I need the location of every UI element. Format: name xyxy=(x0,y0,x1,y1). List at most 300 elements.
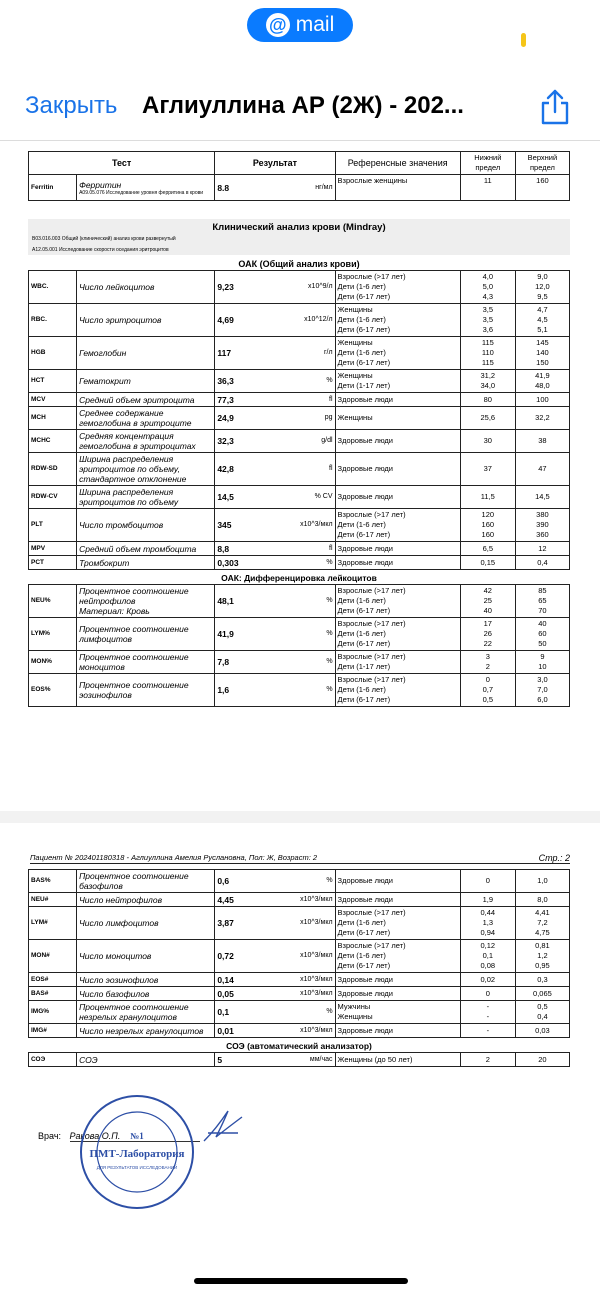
row-test-name xyxy=(77,1001,215,1024)
row-value: 8,8 xyxy=(217,543,230,554)
row-high-line: 48,0 xyxy=(535,381,550,390)
row-low xyxy=(460,407,515,430)
row-high xyxy=(515,907,569,940)
ferritin-code: Ferritin xyxy=(29,175,77,201)
row-value: 117 xyxy=(217,348,232,358)
row-high xyxy=(515,556,569,570)
row-high xyxy=(515,542,569,556)
row-value: 7,8 xyxy=(217,657,230,667)
status-bar xyxy=(0,0,600,62)
row-high xyxy=(515,271,569,304)
row-test-name xyxy=(77,1024,215,1038)
signature-icon xyxy=(198,1103,246,1147)
row-test-name xyxy=(77,271,215,304)
row-result xyxy=(215,542,335,556)
row-low-line: 17 xyxy=(483,619,492,628)
table-row xyxy=(29,651,570,674)
row-test-name-text: Средняя концентрация гемоглобина в эритроцитах xyxy=(79,431,196,451)
row-code: MCV xyxy=(29,393,77,407)
row-unit: % xyxy=(326,1008,333,1015)
row-value: 0,6 xyxy=(217,876,230,886)
row-result xyxy=(215,618,335,651)
section-title: ОАК: Дифференцировка лейкоцитов xyxy=(221,573,377,583)
row-ref-line: Здоровые люди xyxy=(337,1025,393,1035)
row-value: 48,1 xyxy=(217,596,234,606)
row-test-name xyxy=(77,542,215,556)
row-test-name xyxy=(77,870,215,893)
table-row xyxy=(29,1024,570,1038)
row-result xyxy=(215,1053,335,1067)
row-low-line: 4,0 xyxy=(482,272,494,281)
row-unit: % CV xyxy=(314,493,333,500)
table-row xyxy=(29,1053,570,1067)
row-low xyxy=(460,1001,515,1024)
row-code: EOS% xyxy=(29,674,77,707)
section-row xyxy=(29,1038,570,1053)
ferritin-name-text: Ферритин xyxy=(79,179,122,190)
row-ref-line: Дети (1-6 лет) xyxy=(337,629,386,638)
row-high-line: 4,5 xyxy=(537,315,548,324)
row-ref-line: Женщины xyxy=(337,371,373,380)
row-low-line: 0 xyxy=(485,988,490,998)
row-high-line: 100 xyxy=(536,394,549,404)
row-code: RBC. xyxy=(29,304,77,337)
row-result xyxy=(215,987,335,1001)
row-high xyxy=(515,893,569,907)
row-test-name-text: Среднее содержание гемоглобина в эритроците xyxy=(79,408,192,428)
ferritin-high: 160 xyxy=(515,175,569,201)
stamp-text: ПМТ-Лаборатория xyxy=(89,1148,185,1160)
row-high xyxy=(515,1001,569,1024)
row-unit: % xyxy=(326,377,333,384)
row-low-line: 120 xyxy=(481,510,495,519)
page2-table xyxy=(28,869,570,1067)
table-row xyxy=(29,1001,570,1024)
row-code: MON# xyxy=(29,940,77,973)
row-low xyxy=(460,618,515,651)
row-result xyxy=(215,973,335,987)
row-result xyxy=(215,556,335,570)
document-page-2 xyxy=(0,823,600,1297)
row-value: 0,14 xyxy=(217,974,234,985)
row-test-name-text: Число базофилов xyxy=(79,988,150,999)
row-test-name-text: Гематокрит xyxy=(79,376,131,386)
row-low-line: 0,08 xyxy=(480,961,496,970)
row-ref-line: Взрослые (>17 лет) xyxy=(337,510,406,519)
row-ref xyxy=(335,430,460,453)
row-test-name-text: Процентное соотношение моноцитов xyxy=(79,652,189,672)
row-value: 32,3 xyxy=(217,436,234,446)
row-result xyxy=(215,304,335,337)
share-icon[interactable] xyxy=(538,88,572,126)
table-row xyxy=(29,987,570,1001)
row-unit: fl xyxy=(329,465,333,472)
row-value: 0,303 xyxy=(217,557,239,568)
at-sign-icon: @ xyxy=(266,13,290,37)
table-row xyxy=(29,870,570,893)
row-low-line: 30 xyxy=(483,436,492,445)
section-title: Клинический анализ крови (Mindray) xyxy=(212,222,386,233)
row-result xyxy=(215,1024,335,1038)
row-ref-line: Дети (1-6 лет) xyxy=(337,685,386,694)
close-button[interactable]: Закрыть xyxy=(25,92,118,119)
row-high xyxy=(515,509,569,542)
row-unit: x10^3/мкл xyxy=(300,919,333,926)
row-high-line: 47 xyxy=(538,464,547,473)
row-high xyxy=(515,987,569,1001)
row-low-line: 25,6 xyxy=(480,413,496,422)
table-row xyxy=(29,973,570,987)
row-value: 0,05 xyxy=(217,988,234,999)
section-title: СОЭ (автоматический анализатор) xyxy=(226,1041,372,1051)
row-low xyxy=(460,304,515,337)
row-high-line: 4,41 xyxy=(535,908,550,917)
oak-table xyxy=(28,270,570,707)
row-test-name-text: СОЭ xyxy=(79,1054,98,1065)
row-low-line: 160 xyxy=(481,530,495,539)
row-ref-line: Дети (6-17 лет) xyxy=(337,639,391,648)
row-test-name xyxy=(77,618,215,651)
row-unit: x10^3/мкл xyxy=(300,975,333,983)
row-low xyxy=(460,337,515,370)
row-high xyxy=(515,674,569,707)
row-high xyxy=(515,1024,569,1038)
row-ref-line: Дети (6-17 лет) xyxy=(337,606,391,615)
row-low-line: 37 xyxy=(483,464,492,473)
row-unit: % xyxy=(326,877,333,884)
row-code: PCT xyxy=(29,556,77,570)
row-test-name-text: Процентное соотношение базофилов xyxy=(79,871,189,891)
row-code: MPV xyxy=(29,542,77,556)
row-low xyxy=(460,1053,515,1067)
row-high-line: 150 xyxy=(536,358,549,367)
row-high xyxy=(515,585,569,618)
ferritin-result xyxy=(215,175,335,201)
row-high-line: 12,0 xyxy=(535,282,550,291)
row-ref xyxy=(335,407,460,430)
row-code: BAS% xyxy=(29,870,77,893)
row-high-line: 12 xyxy=(538,543,547,553)
row-ref-line: Взрослые (>17 лет) xyxy=(337,272,406,281)
row-test-name-text: Число эритроцитов xyxy=(79,315,162,325)
row-unit: % xyxy=(326,630,333,637)
row-low-line: 160 xyxy=(481,520,495,529)
row-high-line: 0,5 xyxy=(537,1002,548,1011)
row-high-line: 4,75 xyxy=(535,928,550,937)
row-ref-line: Дети (6-17 лет) xyxy=(337,325,391,334)
row-test-name xyxy=(77,370,215,393)
row-high-line: 60 xyxy=(538,629,547,638)
row-value: 42,8 xyxy=(217,464,234,474)
row-ref-line: Дети (1-6 лет) xyxy=(337,951,386,960)
row-low xyxy=(460,870,515,893)
row-ref-line: Дети (6-17 лет) xyxy=(337,292,391,301)
row-result xyxy=(215,907,335,940)
row-value: 9,23 xyxy=(217,282,234,292)
table-row xyxy=(29,453,570,486)
table-row xyxy=(29,618,570,651)
row-value: 4,45 xyxy=(217,894,234,905)
row-code: LYM# xyxy=(29,907,77,940)
row-ref xyxy=(335,893,460,907)
row-value: 0,1 xyxy=(217,1007,230,1017)
header-high: Верхний предел xyxy=(515,152,569,175)
table-row xyxy=(29,674,570,707)
row-low-line: 1,9 xyxy=(482,894,494,904)
row-high-line: 7,0 xyxy=(537,685,548,694)
ferritin-ref: Взрослые женщины xyxy=(335,175,460,201)
row-unit: pg xyxy=(324,414,333,421)
table-row xyxy=(29,509,570,542)
table-row xyxy=(29,407,570,430)
row-low-line: 11,5 xyxy=(480,492,495,501)
row-low-line: 1,3 xyxy=(482,918,494,927)
row-ref-line: Взрослые (>17 лет) xyxy=(337,619,406,628)
row-low xyxy=(460,674,515,707)
row-ref xyxy=(335,542,460,556)
row-low-line: 0,7 xyxy=(482,685,494,694)
row-low xyxy=(460,453,515,486)
row-test-name-text: Ширина распределения эритроцитов по объему xyxy=(79,487,179,507)
row-ref xyxy=(335,556,460,570)
row-result xyxy=(215,940,335,973)
row-test-name xyxy=(77,907,215,940)
row-high-line: 70 xyxy=(538,606,547,615)
row-ref xyxy=(335,393,460,407)
row-low-line: 0,12 xyxy=(480,941,496,950)
row-ref-line: Женщины xyxy=(337,338,373,347)
row-high xyxy=(515,304,569,337)
row-low xyxy=(460,987,515,1001)
row-unit: x10^9/л xyxy=(308,283,333,290)
row-ref-line: Взрослые (>17 лет) xyxy=(337,941,406,950)
row-low xyxy=(460,509,515,542)
row-low xyxy=(460,393,515,407)
row-high xyxy=(515,407,569,430)
row-ref-line: Женщины xyxy=(337,413,373,422)
row-code: RDW-CV xyxy=(29,486,77,509)
row-low-line: 3,6 xyxy=(482,325,494,334)
row-high-line: 0,4 xyxy=(537,1012,548,1021)
row-low-line: 40 xyxy=(483,606,492,615)
row-high-line: 32,2 xyxy=(535,413,550,422)
row-test-name xyxy=(77,407,215,430)
row-code: IMG% xyxy=(29,1001,77,1024)
row-value: 41,9 xyxy=(217,629,234,639)
row-ref-line: Дети (6-17 лет) xyxy=(337,928,391,937)
row-result xyxy=(215,271,335,304)
row-ref-line: Дети (1-6 лет) xyxy=(337,520,386,529)
table-row xyxy=(29,893,570,907)
ferritin-table xyxy=(28,151,570,201)
mail-app-pill[interactable] xyxy=(247,8,353,42)
doctor-name: Ракова О.П. xyxy=(70,1131,201,1142)
row-ref-line: Дети (1-6 лет) xyxy=(337,596,386,605)
row-test-name-text: Средний объем эритроцита xyxy=(79,394,195,405)
row-result xyxy=(215,674,335,707)
row-low-line: 115 xyxy=(481,338,494,347)
row-high xyxy=(515,430,569,453)
row-code: IMG# xyxy=(29,1024,77,1038)
row-low-line: 80 xyxy=(483,394,492,404)
row-high-line: 65 xyxy=(538,596,547,605)
row-value: 4,69 xyxy=(217,315,234,325)
row-ref-line: Здоровые люди xyxy=(337,988,393,998)
row-result xyxy=(215,893,335,907)
row-ref-line: Дети (1-6 лет) xyxy=(337,348,386,357)
row-unit: fl xyxy=(329,395,333,403)
row-ref xyxy=(335,674,460,707)
row-unit: x10^3/мкл xyxy=(300,895,333,903)
row-high-line: 38 xyxy=(538,436,547,445)
row-high-line: 40 xyxy=(538,619,547,628)
row-test-name-text: Число лейкоцитов xyxy=(79,282,155,292)
row-ref-line: Здоровые люди xyxy=(337,492,393,501)
row-value: 1,6 xyxy=(217,685,230,695)
row-ref-line: Взрослые (>17 лет) xyxy=(337,586,406,595)
row-ref xyxy=(335,304,460,337)
row-test-name xyxy=(77,1053,215,1067)
row-ref-line: Дети (6-17 лет) xyxy=(337,695,391,704)
row-low-line: 5,0 xyxy=(482,282,494,291)
row-ref-line: Здоровые люди xyxy=(337,974,393,984)
row-high-line: 41,9 xyxy=(535,371,550,380)
table-row xyxy=(29,556,570,570)
row-unit: мм/час xyxy=(309,1055,333,1063)
row-test-name xyxy=(77,509,215,542)
row-value: 5 xyxy=(217,1054,223,1065)
row-result xyxy=(215,1001,335,1024)
table-row xyxy=(29,486,570,509)
row-low-line: 34,0 xyxy=(480,381,496,390)
row-ref xyxy=(335,907,460,940)
row-low xyxy=(460,542,515,556)
row-result xyxy=(215,393,335,407)
row-low-line: 0,94 xyxy=(480,928,496,937)
row-high-line: 4,7 xyxy=(537,305,548,314)
indicator-dot-icon xyxy=(521,33,526,47)
page-number: Стр.: 2 xyxy=(538,853,570,863)
row-code: EOS# xyxy=(29,973,77,987)
row-value: 345 xyxy=(217,520,232,530)
row-test-name xyxy=(77,973,215,987)
row-ref xyxy=(335,987,460,1001)
table-row xyxy=(29,304,570,337)
ferritin-value: 8.8 xyxy=(217,182,230,193)
row-ref xyxy=(335,618,460,651)
row-test-name-text: Процентное соотношение лимфоцитов xyxy=(79,624,189,644)
row-high-line: 9 xyxy=(540,652,545,661)
row-high-line: 85 xyxy=(538,586,547,595)
row-test-name-text: Ширина распределения эритроцитов по объему, стандартное отклонение xyxy=(79,454,187,484)
home-indicator[interactable] xyxy=(194,1278,408,1284)
row-low xyxy=(460,271,515,304)
row-high-line: 0,065 xyxy=(533,988,552,998)
row-test-name xyxy=(77,430,215,453)
ferritin-row xyxy=(29,175,570,201)
row-ref-line: Дети (1-6 лет) xyxy=(337,282,386,291)
row-test-name xyxy=(77,651,215,674)
row-ref xyxy=(335,1053,460,1067)
row-low-line: 0 xyxy=(485,675,490,684)
stamp-num: №1 xyxy=(130,1131,144,1141)
row-ref xyxy=(335,973,460,987)
row-unit: % xyxy=(326,658,333,665)
header-result: Результат xyxy=(215,152,335,175)
row-ref-line: Женщины xyxy=(337,1012,373,1021)
row-test-name xyxy=(77,893,215,907)
row-high-line: 14,5 xyxy=(535,492,550,501)
section-sub2: A12.05.001 Исследование скорости оседания эритроцитов xyxy=(32,247,169,253)
row-test-name-text: Процентное соотношение эозинофилов xyxy=(79,680,189,700)
row-ref-line: Здоровые люди xyxy=(337,394,393,404)
table-row xyxy=(29,542,570,556)
row-high xyxy=(515,940,569,973)
row-low-line: - xyxy=(486,1012,490,1021)
row-low xyxy=(460,486,515,509)
row-test-name xyxy=(77,585,215,618)
row-high-line: 5,1 xyxy=(537,325,548,334)
row-unit: % xyxy=(326,558,333,566)
row-low xyxy=(460,556,515,570)
row-low-line: 4,3 xyxy=(482,292,494,301)
row-test-name xyxy=(77,486,215,509)
row-test-name xyxy=(77,987,215,1001)
row-ref xyxy=(335,1001,460,1024)
row-high xyxy=(515,370,569,393)
row-low xyxy=(460,940,515,973)
row-test-name xyxy=(77,393,215,407)
row-value: 77,3 xyxy=(217,394,234,405)
row-code: NEU# xyxy=(29,893,77,907)
row-result xyxy=(215,407,335,430)
row-code: СОЭ xyxy=(29,1053,77,1067)
row-low xyxy=(460,893,515,907)
row-high-line: 9,5 xyxy=(537,292,548,301)
row-ref-line: Взрослые (>17 лет) xyxy=(337,675,406,684)
row-value: 24,9 xyxy=(217,413,234,423)
document-page-1 xyxy=(0,141,600,811)
row-high-line: 0,03 xyxy=(535,1025,550,1035)
table-row xyxy=(29,907,570,940)
row-test-name-text: Число незрелых гранулоцитов xyxy=(79,1025,204,1036)
row-unit: % xyxy=(326,597,333,604)
row-test-name xyxy=(77,304,215,337)
row-high-line: 10 xyxy=(538,662,547,671)
row-low-line: 110 xyxy=(481,348,494,357)
laboratory-stamp-icon xyxy=(78,1093,196,1211)
stamp-small: ДЛЯ РЕЗУЛЬТАТОВ ИССЛЕДОВАНИЙ xyxy=(96,1165,178,1170)
row-ref-line: Здоровые люди xyxy=(337,876,393,885)
row-ref-line: Дети (1-17 лет) xyxy=(337,662,391,671)
row-code: MON% xyxy=(29,651,77,674)
row-result xyxy=(215,337,335,370)
row-high-line: 9,0 xyxy=(537,272,548,281)
row-result xyxy=(215,651,335,674)
row-high-line: 0,95 xyxy=(535,961,550,970)
row-low-line: 0 xyxy=(485,876,490,885)
row-ref-line: Здоровые люди xyxy=(337,543,393,553)
row-low-line: 6,5 xyxy=(482,543,494,553)
row-low-line: 2 xyxy=(485,1054,490,1064)
patient-line: Пациент № 202401180318 - Аглиуллина Амелия Руслановна, Пол: Ж, Возраст: 2 xyxy=(30,853,318,862)
table-row xyxy=(29,393,570,407)
row-code: NEU% xyxy=(29,585,77,618)
row-low-line: 0,02 xyxy=(480,974,496,984)
row-code: HGB xyxy=(29,337,77,370)
row-result xyxy=(215,870,335,893)
row-low-line: 22 xyxy=(483,639,492,648)
